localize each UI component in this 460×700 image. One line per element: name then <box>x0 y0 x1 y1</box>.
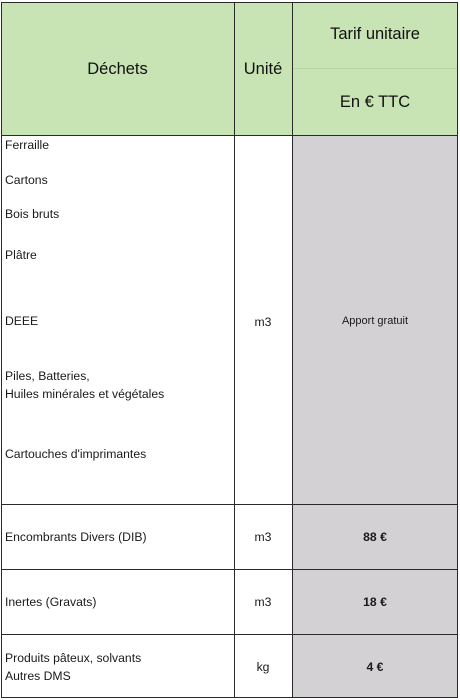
list-item-piles: Piles, Batteries, <box>5 369 90 383</box>
tarif-row-3: 18 € <box>363 595 387 609</box>
row-label-dms-line1: Produits pâteux, solvants <box>5 651 142 665</box>
header-unite: Unité <box>243 60 283 78</box>
grid-top <box>1 2 458 3</box>
list-item-huiles: Huiles minérales et végétales <box>5 387 165 401</box>
unit-row-2: m3 <box>254 530 272 544</box>
tarif-row-2: 88 € <box>363 530 387 544</box>
header-dechets: Déchets <box>87 60 148 78</box>
row-label-dib: Encombrants Divers (DIB) <box>5 530 147 544</box>
row-label-dms-line2: Autres DMS <box>5 669 71 683</box>
grid-row2-bottom <box>1 569 458 570</box>
tarif-row-4: 4 € <box>366 660 384 674</box>
unit-row-3: m3 <box>254 595 272 609</box>
unit-row-1: m3 <box>254 315 272 329</box>
row-label-gravats: Inertes (Gravats) <box>5 595 97 609</box>
grid-row3-bottom <box>1 634 458 635</box>
list-item-bois-bruts: Bois bruts <box>5 207 60 221</box>
list-item-deee: DEEE <box>5 314 39 328</box>
grid-col1 <box>234 2 235 698</box>
grid-left <box>1 2 2 698</box>
list-item-platre: Plâtre <box>5 248 37 262</box>
list-item-ferraille: Ferraille <box>5 138 50 152</box>
grid-right <box>457 2 458 698</box>
list-item-cartons: Cartons <box>5 173 48 187</box>
unit-row-4: kg <box>256 660 270 674</box>
header-tarif-line1: Tarif unitaire <box>330 25 420 43</box>
header-tarif-divider <box>292 68 458 69</box>
grid-row1-bottom <box>1 504 458 505</box>
tarif-table <box>1 2 458 698</box>
grid-col2 <box>292 2 293 698</box>
list-item-cartouches: Cartouches d'imprimantes <box>5 447 147 461</box>
tarif-row-1: Apport gratuit <box>341 315 409 327</box>
header-tarif-line2: En € TTC <box>339 93 411 111</box>
grid-header-bottom <box>1 135 458 136</box>
grid-bottom <box>1 697 458 698</box>
